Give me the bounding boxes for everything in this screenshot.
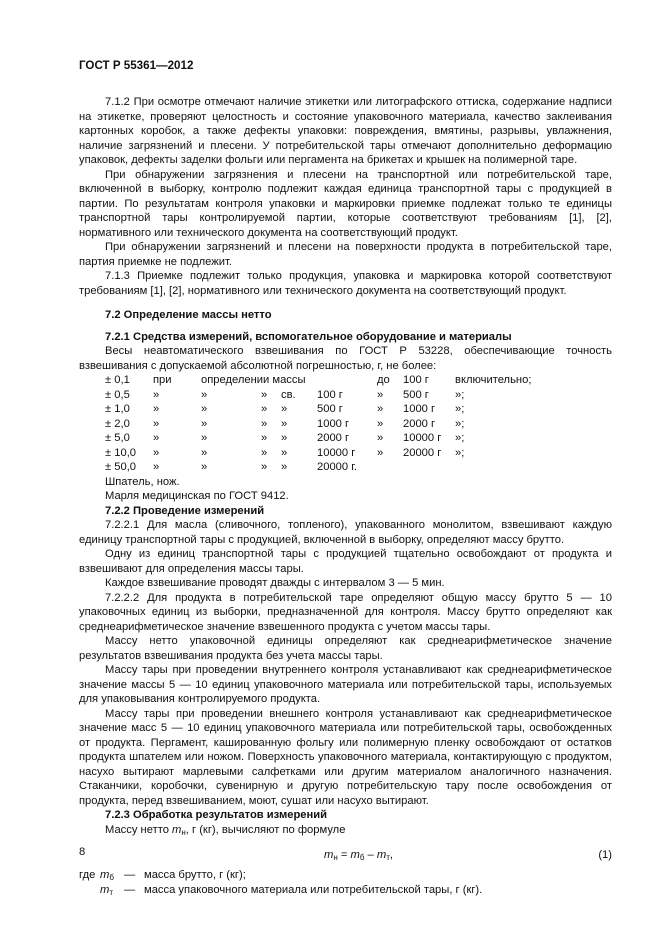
tolerance-cell: до bbox=[377, 374, 390, 386]
section-heading-7-2-3: 7.2.3 Обработка результатов измерений bbox=[105, 809, 328, 821]
tolerance-cell: » bbox=[377, 388, 384, 401]
tolerance-row bbox=[105, 388, 535, 403]
tolerance-cell: » bbox=[201, 432, 208, 444]
tolerance-cell: 20000 г. bbox=[317, 461, 358, 473]
tolerance-cell: » bbox=[201, 403, 208, 415]
tolerance-cell: 500 г bbox=[317, 403, 343, 415]
paragraph-net-mass: Массу нетто упаковочной единицы определяют как среднеарифметическое значение результатов взвешивания продукта без учета массы тары. bbox=[79, 635, 612, 662]
tolerance-cell: » bbox=[261, 461, 268, 473]
tolerance-cell: »; bbox=[455, 417, 465, 430]
paragraph-weigh-twice: Каждое взвешивание проводят дважды с интервалом 3 — 5 мин. bbox=[105, 577, 445, 589]
formula-1 bbox=[79, 844, 612, 868]
paragraph-tare-weighing: Одну из единиц транспортной тары с продукцией тщательно освобождают от продукта и взвешивают для определения массы тары. bbox=[79, 548, 612, 575]
tolerance-cell: » bbox=[377, 446, 384, 459]
section-heading-7-2-1: 7.2.1 Средства измерений, вспомогательное оборудование и материалы bbox=[105, 330, 512, 343]
paragraph-7-1-2: 7.1.2 При осмотре отмечают наличие этикетки или литографского оттиска, содержание надписи на этикетке, проверяют целостность и состояние упаковочного материала, качество заклеивания картонных коробок, а также дефекты упаковки: повреждения, вмятины, разрывы, увлажнения, наличие загрязнений и плесени. У потребительской тары отмечают дополнительно деформацию упаковок, дефекты заделки фольги или пергамента на брикетах и крышек на полимерной таре. bbox=[79, 96, 612, 166]
tolerance-cell: »; bbox=[455, 403, 465, 415]
paragraph-contamination: При обнаружении загрязнения и плесени на транспортной или потребительской таре, включенной в выборку, контролю подлежит каждая единица транспортной тары с продукцией в партии. По результатам контроля упаковки и маркировки приемке подлежат только те единицы транспортной тары контролируемой партии, которые соответствуют требованиям [1], [2], нормативного или технического документа на соответствующий продукт. bbox=[79, 168, 612, 239]
paragraph-7-1-3: 7.1.3 Приемке подлежит только продукция, упаковка и маркировка которой соответствуют требованиям [1], [2], нормативного или технического документа на соответствующий продукт. bbox=[79, 270, 612, 297]
tolerance-cell bbox=[455, 460, 535, 475]
tolerance-cell: ± 0,1 bbox=[105, 374, 130, 386]
tolerance-cell: »; bbox=[455, 388, 465, 401]
tolerance-cell: » bbox=[153, 446, 160, 459]
tolerance-cell bbox=[377, 460, 403, 475]
tolerance-row bbox=[105, 417, 535, 432]
paragraph-formula-intro: Массу нетто $m_н$, г (кг), вычисляют по формуле bbox=[105, 823, 346, 837]
tolerance-cell: » bbox=[153, 417, 160, 430]
tolerance-cell: при bbox=[153, 374, 172, 386]
tolerance-cell: » bbox=[201, 461, 208, 473]
tolerance-cell: » bbox=[377, 417, 384, 430]
tolerance-cell: » bbox=[261, 403, 268, 415]
tolerance-cell: » bbox=[281, 403, 288, 415]
tolerance-cell: » bbox=[153, 388, 160, 401]
tolerance-cell: » bbox=[377, 432, 384, 444]
tolerance-cell: » bbox=[261, 446, 268, 459]
tolerance-cell: ± 10,0 bbox=[105, 446, 137, 459]
paragraph-scales: Весы неавтоматического взвешивания по ГОСТ Р 53228, обеспечивающие точность взвешивания с допускаемой абсолютной погрешностью, г, не более: bbox=[79, 345, 612, 372]
tolerance-cell: 10000 г bbox=[403, 432, 442, 444]
tolerance-cell: » bbox=[201, 417, 208, 430]
tolerance-cell bbox=[403, 460, 455, 475]
tolerance-cell: »; bbox=[455, 446, 465, 459]
formula-expression: $m_н = m_б - m_т$, bbox=[324, 849, 393, 862]
tolerance-cell: 1000 г bbox=[403, 403, 436, 415]
where-mb: где $m_б$ — масса брутто, г (кг); bbox=[79, 869, 246, 882]
tolerance-cell: » bbox=[201, 388, 208, 401]
document-body bbox=[79, 95, 612, 897]
paragraph-external-control: Массу тары при проведении внешнего контроля устанавливают как среднеарифметическое значение масс 5 — 10 единиц упаковочного материала или потребительской тары, освобожденных от продукта. Пергамент, кашированную фольгу или полимерную пленку освобождают от остатков продукта шпателем или ножом. Поверхность упаковочного материала, контактирующую с продуктом, насухо вытирают марлевыми салфетками или другим материалом аналогичного назначения. Стаканчики, коробочки, сувенирную и другую потребительскую тару после освобождения от продукта, перед взвешиванием, моют, сушат или насухо вытирают. bbox=[79, 707, 612, 807]
tolerance-cell: » bbox=[377, 403, 384, 415]
tolerance-cell: 500 г bbox=[403, 388, 429, 401]
tolerance-cell: » bbox=[153, 432, 160, 444]
tolerance-cell: включительно; bbox=[455, 374, 532, 386]
tolerance-cell: определении массы bbox=[201, 374, 306, 386]
tolerance-cell: » bbox=[153, 461, 160, 473]
tolerance-cell: 2000 г bbox=[317, 432, 350, 444]
tolerance-cell: 20000 г bbox=[403, 446, 442, 459]
tolerance-cell: 2000 г bbox=[403, 417, 436, 430]
paragraph-gauze: Марля медицинская по ГОСТ 9412. bbox=[105, 490, 289, 502]
tolerance-cell: ± 50,0 bbox=[105, 461, 137, 473]
page-number: 8 bbox=[79, 846, 86, 858]
tolerance-cell: 10000 г bbox=[317, 446, 356, 459]
tolerance-row bbox=[105, 373, 535, 388]
tolerance-cell: 100 г bbox=[403, 374, 429, 386]
tolerance-cell: св. bbox=[281, 388, 296, 401]
paragraph-internal-control: Массу тары при проведении внутреннего контроля устанавливают как среднеарифметическое значение массы 5 — 10 единиц упаковочного материала или потребительской тары, используемых для упаковывания контролируемого продукта. bbox=[79, 664, 612, 705]
tolerance-cell: » bbox=[261, 388, 268, 401]
paragraph-7-2-2-1: 7.2.2.1 Для масла (сливочного, топленого), упакованного монолитом, взвешивают каждую единицу транспортной тары с продукцией, включенной в выборку, определяют массу брутто. bbox=[79, 519, 612, 546]
tolerance-cell: ± 5,0 bbox=[105, 432, 130, 444]
tolerance-cell: » bbox=[281, 417, 288, 430]
tolerance-cell: » bbox=[201, 446, 208, 459]
paragraph-spatula: Шпатель, нож. bbox=[105, 475, 180, 488]
tolerance-cell: 1000 г bbox=[317, 417, 350, 430]
tolerance-cell: »; bbox=[455, 432, 465, 444]
tolerance-row bbox=[105, 460, 535, 475]
tolerance-cell: 100 г bbox=[317, 388, 343, 401]
document-header: ГОСТ Р 55361—2012 bbox=[79, 59, 194, 72]
tolerance-cell: » bbox=[261, 417, 268, 430]
paragraph-7-2-2-2: 7.2.2.2 Для продукта в потребительской таре определяют общую массу брутто 5 — 10 упаковочных единиц из выборки, предназначенной для контроля. Массу брутто определяют как среднеарифметическое значение взвешенного продукта с учетом массы тары. bbox=[79, 591, 612, 633]
tolerance-cell: » bbox=[261, 432, 268, 444]
section-heading-7-2: 7.2 Определение массы нетто bbox=[105, 309, 272, 321]
tolerance-cell: » bbox=[281, 461, 288, 473]
tolerance-row bbox=[105, 402, 535, 417]
section-heading-7-2-2: 7.2.2 Проведение измерений bbox=[105, 504, 265, 517]
where-mt: $m_т$ — масса упаковочного материала или потребительской тары, г (кг). bbox=[100, 883, 483, 897]
formula-number: (1) bbox=[598, 849, 612, 861]
tolerance-cell: » bbox=[281, 432, 288, 444]
tolerance-table bbox=[105, 373, 535, 475]
tolerance-cell: ± 0,5 bbox=[105, 388, 130, 401]
paragraph-surface-mold: При обнаружении загрязнений и плесени на поверхности продукта в потребительской таре, партия приемке не подлежит. bbox=[79, 241, 612, 268]
tolerance-cell: » bbox=[281, 446, 288, 459]
tolerance-row bbox=[105, 431, 535, 446]
tolerance-cell: ± 1,0 bbox=[105, 403, 130, 415]
tolerance-cell: » bbox=[153, 403, 160, 415]
tolerance-row bbox=[105, 446, 535, 461]
tolerance-cell: ± 2,0 bbox=[105, 417, 130, 430]
